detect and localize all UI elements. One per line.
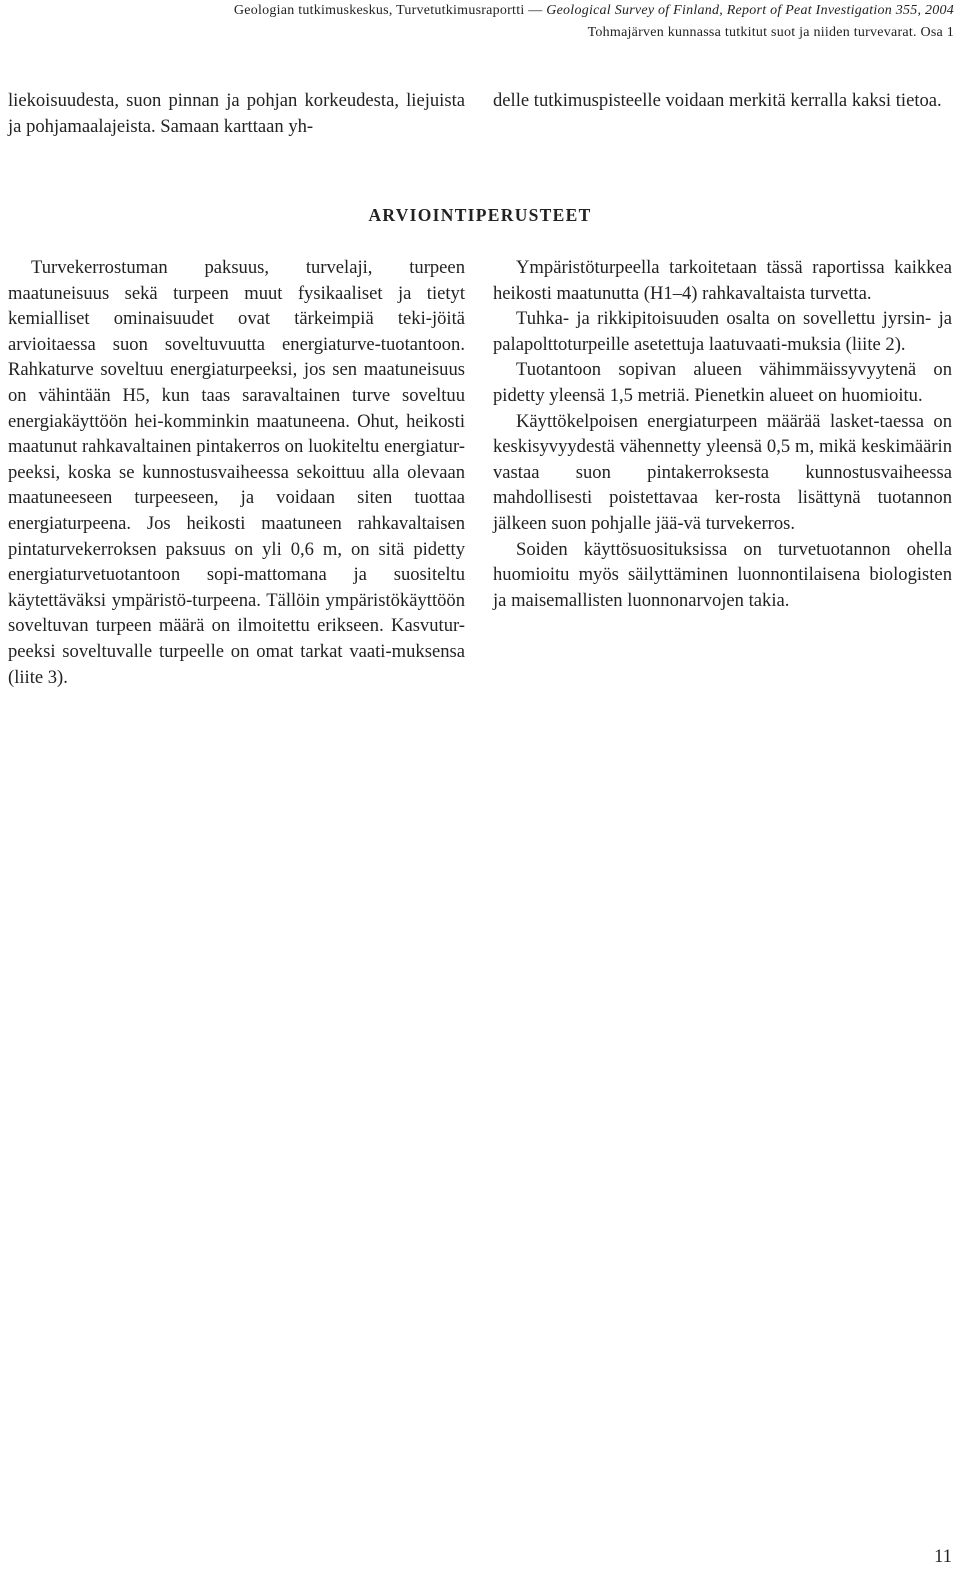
intro-left-column <box>8 88 465 139</box>
left-column <box>8 255 465 690</box>
left-paragraph: Turvekerrostuman paksuus, turvelaji, turpeen maatuneisuus sekä turpeen muut fysikaaliset ja tietyt kemialliset ominaisuudet ovat tärkeimpiä teki-jöitä arvioitaessa suon soveltuvuutta energiaturve-tuotantoon. Rahkaturve soveltuu energiaturpeeksi, jos sen maatuneisuus on vähintään H5, kun taas saravaltainen turve soveltuu energiakäyttöön hei-komminkin maatuneena. Ohut, heikosti maatunut rahkavaltainen pintakerros on luokiteltu energiatur-peeksi, koska se kunnostusvaiheessa sekoittuu alla olevaan maatuneeseen turpeeseen, ja voidaan siten tuottaa energiaturpeena. Jos heikosti maatuneen rahkavaltaisen pintaturvekerroksen paksuus on yli 0,6 m, on sitä pidetty energiaturvetuotantoon sopi-mattomana ja suositeltu käytettäväksi ympäristö-turpeena. Tällöin ympäristökäyttöön soveltuvan turpeen määrä on ilmoitettu erikseen. Kasvutur-peeksi soveltuvalle turpeelle on omat tarkat vaati-muksensa (liite 3). <box>8 257 465 688</box>
header-line-1 <box>0 0 954 22</box>
page-number: 11 <box>934 1547 952 1567</box>
intro-right-paragraph: delle tutkimuspisteelle voidaan merkitä kerralla kaksi tietoa. <box>493 90 942 111</box>
header-series-english: Geological Survey of Finland, Report of Peat Investigation 355, 2004 <box>546 3 954 18</box>
right-paragraph-4: Käyttökelpoisen energiaturpeen määrää lasket-taessa on keskisyvyydestä vähennetty yleensä 0,5 m, mikä keskimäärin vastaa suon pintakerroksesta kunnostusvaiheessa mahdollisesti poistettavaa ker-rosta lisättynä tuotannon jälkeen suon pohjalle jää-vä turvekerros. <box>493 410 952 534</box>
intro-left-paragraph: liekoisuudesta, suon pinnan ja pohjan korkeudesta, liejuista ja pohjamaalajeista. Samaan karttaan yh- <box>8 90 465 137</box>
header-line-2: Tohmajärven kunnassa tutkitut suot ja niiden turvevarat. Osa 1 <box>587 25 954 40</box>
running-header <box>0 0 954 44</box>
right-paragraph-5: Soiden käyttösuosituksissa on turvetuotannon ohella huomioitu myös säilyttäminen luonnontilaisena biologisten ja maisemallisten luonnonarvojen takia. <box>493 538 952 611</box>
intro-right-column <box>493 88 952 114</box>
right-column <box>493 255 952 613</box>
right-paragraph-1: Ympäristöturpeella tarkoitetaan tässä raportissa kaikkea heikosti maatunutta (H1–4) rahkavaltaista turvetta. <box>493 257 952 304</box>
header-publisher: Geologian tutkimuskeskus, Turvetutkimusraportti — <box>233 3 547 18</box>
right-paragraph-3: Tuotantoon sopivan alueen vähimmäissyvyytenä on pidetty yleensä 1,5 metriä. Pienetkin alueet on huomioitu. <box>493 359 952 406</box>
right-paragraph-2: Tuhka- ja rikkipitoisuuden osalta on sovellettu jyrsin- ja palapolttoturpeille asetettuja laatuvaati-muksia (liite 2). <box>493 308 952 355</box>
section-title: ARVIOINTIPERUSTEET <box>368 205 592 225</box>
